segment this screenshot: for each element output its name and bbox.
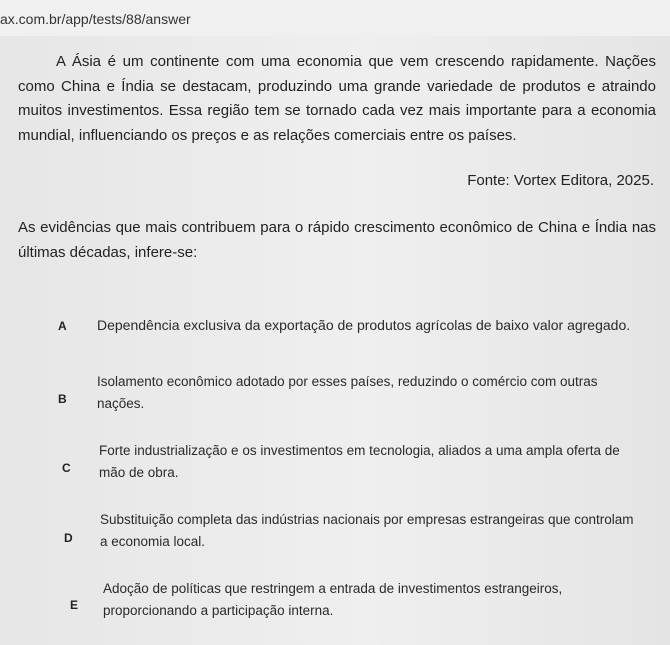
option-text: Substituição completa das indústrias nacionais por empresas estrangeiras que controlam a economia local. xyxy=(100,512,634,549)
question-source: Fonte: Vortex Editora, 2025. xyxy=(467,172,654,189)
option-letter: E xyxy=(70,598,79,612)
option-text: Isolamento econômico adotado por esses países, reduzindo o comércio com outras nações. xyxy=(97,374,598,411)
address-bar[interactable] xyxy=(0,0,670,37)
option-text: Forte industrialização e os investimentos em tecnologia, aliados a uma ampla oferta de mão de obra. xyxy=(99,443,620,480)
url-text[interactable]: ax.com.br/app/tests/88/answer xyxy=(0,11,191,27)
option-letter: A xyxy=(58,319,67,333)
question-text: A Ásia é um continente com uma economia que vem crescendo rapidamente. Nações como China e Índia se destacam, produzindo uma grande variedade de produtos e atraindo muitos investimentos. Essa região tem se tornado cada vez mais importante para a economia mundial, influenciando os preços e as relações comerciais entre os países. xyxy=(18,53,656,144)
question-page xyxy=(0,36,670,645)
question-prompt: As evidências que mais contribuem para o rápido crescimento econômico de China e Índia nas últimas décadas, infere-se: xyxy=(18,219,656,261)
option-text: Dependência exclusiva da exportação de produtos agrícolas de baixo valor agregado. xyxy=(97,317,631,333)
option-text: Adoção de políticas que restringem a entrada de investimentos estrangeiros, proporcionando a participação interna. xyxy=(103,581,563,618)
option-letter: B xyxy=(58,392,67,406)
option-letter: C xyxy=(62,461,71,475)
option-letter: D xyxy=(64,531,73,545)
